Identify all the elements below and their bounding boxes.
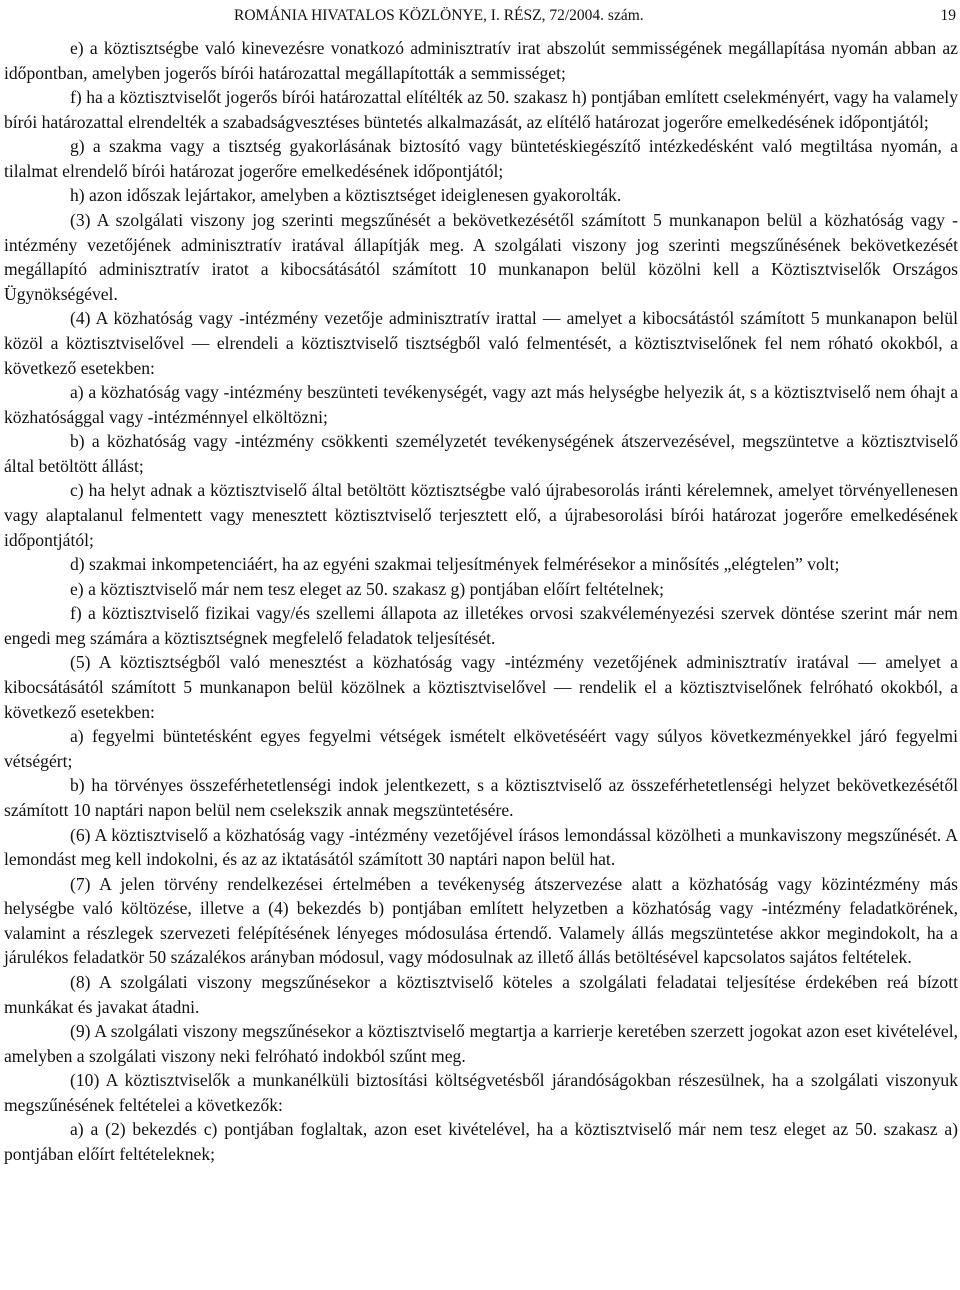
paragraph-section-5-a: a) fegyelmi büntetésként egyes fegyelmi vétségek ismételt elkövetéséért vagy súlyos következményekkel járó fegyelmi vétségért; xyxy=(4,726,958,771)
paragraph-section-4-a: a) a közhatóság vagy -intézmény beszünteti tevékenységét, vagy azt más helységbe helyezik át, s a köztisztviselő nem óhajt a közhatósággal vagy -intézménnyel elköltözni; xyxy=(4,382,958,427)
paragraph-section-5-b: b) ha törvényes összeférhetetlenségi indok jelentkezett, s a köztisztviselő az összeférhetetlenségi helyzet bekövetkezésétől számított 10 naptári napon belül nem cselekszik annak megszüntetésére. xyxy=(4,775,958,820)
paragraph-section-4-d: d) szakmai inkompetenciáért, ha az egyéni szakmai teljesítmények felmérésekor a minősítés „elégtelen” volt; xyxy=(70,554,840,575)
paragraph-point-f: f) ha a köztisztviselőt jogerős bírói határozattal elítélték az 50. szakasz h) pontjában említett cselekményért, vagy ha valamely bírói határozattal elrendelték a szabadságvesztéses büntetés alkalmazását, az elítélő határozat jogerőre emelkedésének időpontjától; xyxy=(4,87,958,132)
paragraph-section-9: (9) A szolgálati viszony megszűnésekor a köztisztviselő megtartja a karrierje keretében szerzett jogokat azon eset kivételével, amelyben a szolgálati viszony neki felróható indokból szűnt meg. xyxy=(4,1021,958,1066)
paragraph-section-5: (5) A köztisztségből való menesztést a közhatóság vagy -intézmény vezetőjének adminisztratív iratával — amelyet a kibocsátásától számított 5 munkanapon belül közölnek a köztisztviselővel — rendelik el a köztisztviselőnek felróható okokból, a következő esetekben: xyxy=(4,652,958,722)
paragraph-section-8: (8) A szolgálati viszony megszűnésekor a köztisztviselő köteles a szolgálati feladatai teljesítése érdekében reá bízott munkákat és javakat átadni. xyxy=(4,971,958,1017)
paragraph-section-4-c: c) ha helyt adnak a köztisztviselő által betöltött köztisztségbe való újrabesorolás iránti kérelemnek, amelyet törvényellenesen vagy alaptalanul felmentett vagy menesztett köztisztviselő terjesztett elő, a újrabesorolási bírói határozat jogerőre emelkedésének időpontjától; xyxy=(4,480,958,550)
paragraph-section-7: (7) A jelen törvény rendelkezései értelmében a tevékenység átszervezése alatt a közhatóság vagy közintézmény más helységbe való költözése, illetve a (4) bekezdés b) pontjában említett helyzetben a közhatóság vagy -intézmény feladatkörének, valamint a részlegek szervezeti felépítésének lényeges módosulása értendő. Valamely állás megszüntetése akkor megindokolt, ha a járulékos feladatkör 50 százalékos arányban módosul, vagy módosulnak az illető állás betöltésével kapcsolatos sajátos feltételek. xyxy=(4,873,958,968)
paragraph-section-3: (3) A szolgálati viszony jog szerinti megszűnését a bekövetkezésétől számított 5 munkanapon belül a közhatóság vagy -intézmény vezetőjének adminisztratív iratával állapítják meg. A szolgálati viszony jog szerinti megszűnésének bekövetkezését megállapító adminisztratív iratot a kibocsátásától számított 10 munkanapon belül közölni kell a Köztisztviselők Országos Ügynökségével. xyxy=(4,210,958,304)
paragraph-point-g: g) a szakma vagy a tisztség gyakorlásának biztosító vagy büntetéskiegészítő intézkedésként való megtiltása nyomán, a tilalmat elrendelő bírói határozat jogerőre emelkedésének időpontjától; xyxy=(4,136,958,181)
page-number: 19 xyxy=(940,7,956,24)
paragraph-section-4-b: b) a közhatóság vagy -intézmény csökkenti személyzetét tevékenységének átszervezésével, megszüntetve a köztisztviselő által betöltött állást; xyxy=(4,431,958,476)
page-header xyxy=(0,4,960,28)
paragraph-section-10-a: a) a (2) bekezdés c) pontjában foglaltak, azon eset kivételével, ha a köztisztviselő már nem tesz eleget az 50. szakasz a) pontjában előírt feltételeknek; xyxy=(4,1119,958,1165)
body-text xyxy=(4,36,958,1167)
running-title: ROMÁNIA HIVATALOS KÖZLÖNYE, I. RÉSZ, 72/2004. szám. xyxy=(234,7,644,24)
paragraph-section-6: (6) A köztisztviselő a közhatóság vagy -intézmény vezetőjével írásos lemondással közölheti a munkaviszony megszűnését. A lemondást meg kell indokolni, és az az iktatásától számított 30 naptári napon belül hat. xyxy=(4,824,958,870)
paragraph-point-e: e) a köztisztségbe való kinevezésre vonatkozó adminisztratív irat abszolút semmisségének megállapítása nyomán abban az időpontban, amelyben jogerős bírói határozattal megállapították a semmisséget; xyxy=(4,38,958,83)
paragraph-section-4: (4) A közhatóság vagy -intézmény vezetője adminisztratív irattal — amelyet a kibocsátástól számított 5 munkanapon belül közöl a köztisztviselővel — elrendeli a köztisztviselő tisztségből való felmentését, a köztisztviselőnek fel nem róható okokból, a következő esetekben: xyxy=(4,308,958,378)
paragraph-point-h: h) azon időszak lejártakor, amelyben a köztisztséget ideiglenesen gyakorolták. xyxy=(70,185,622,206)
paragraph-section-4-f: f) a köztisztviselő fizikai vagy/és szellemi állapota az illetékes orvosi szakvéleményezési szervek döntése szerint már nem engedi meg számára a köztisztségnek megfelelő feladatok teljesítését. xyxy=(4,603,958,648)
paragraph-section-4-e: e) a köztisztviselő már nem tesz eleget az 50. szakasz g) pontjában előírt feltételnek; xyxy=(70,578,665,599)
paragraph-section-10: (10) A köztisztviselők a munkanélküli biztosítási költségvetésből járandóságokban részesülnek, ha a szolgálati viszonyuk megszűnésének feltételei a következők: xyxy=(4,1070,958,1115)
